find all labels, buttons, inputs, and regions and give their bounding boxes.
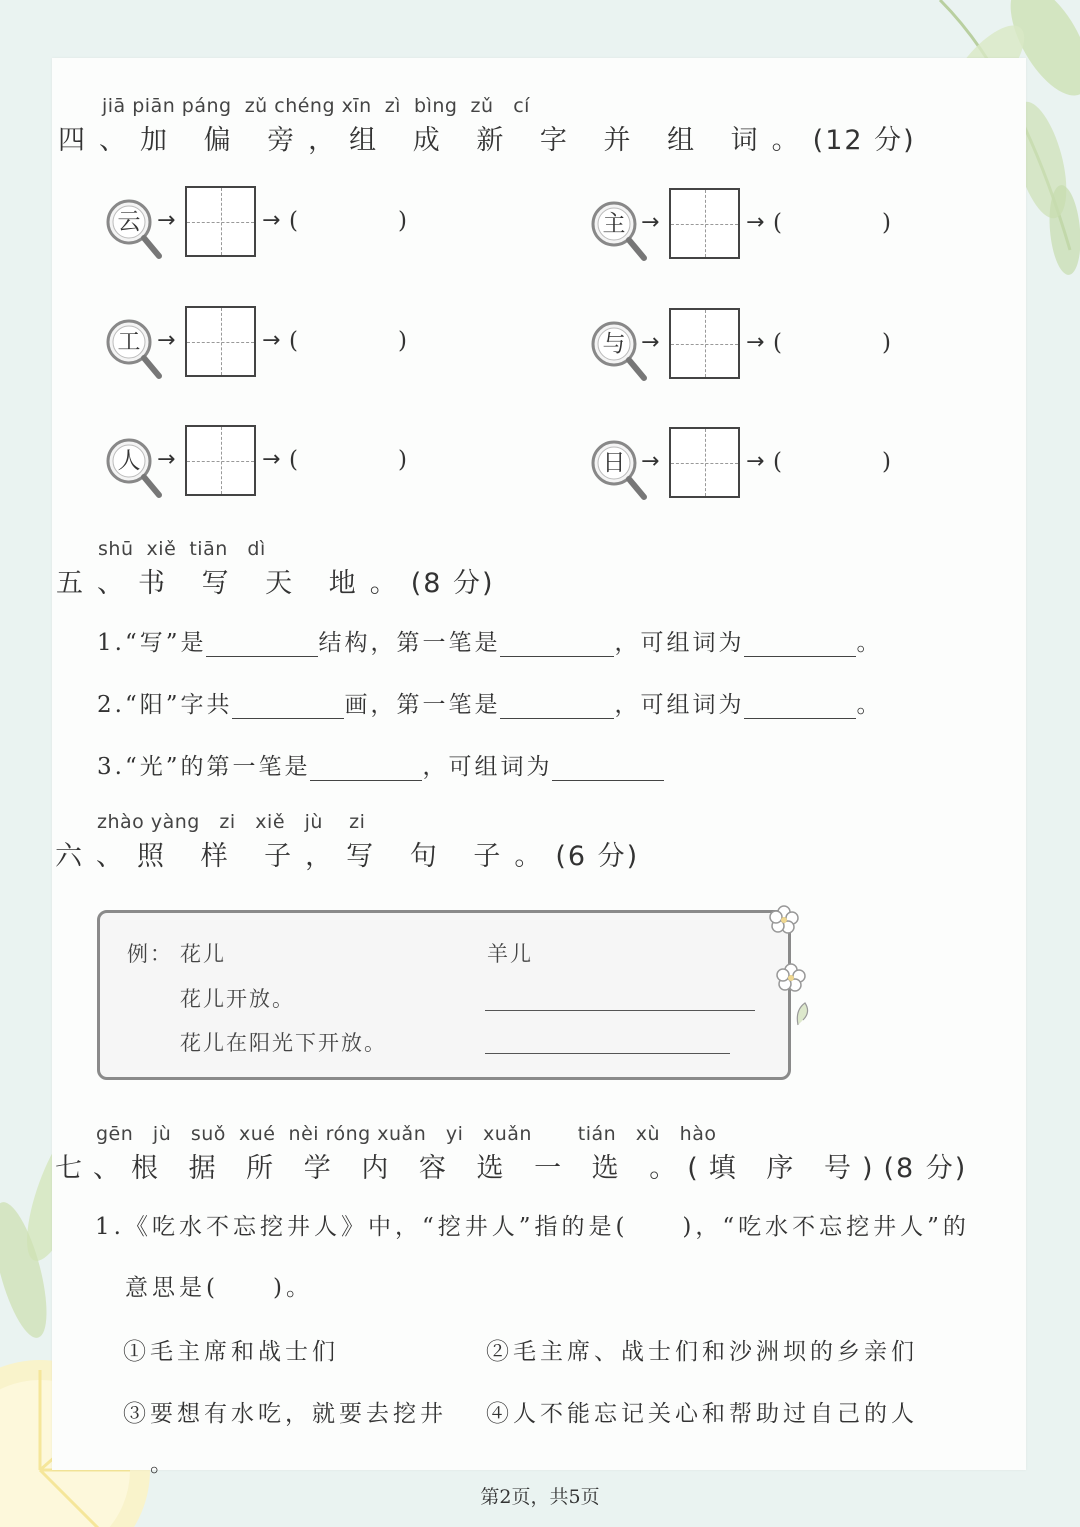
section6-score: (6 分)	[555, 841, 640, 872]
q1-part-c: ，可组词为	[614, 630, 745, 656]
paren-close: )	[882, 210, 891, 236]
section6-title: 六、照 样 子，写 句 子。	[55, 841, 556, 872]
target-word: 羊儿	[487, 942, 533, 966]
example-sentence-2: 花儿在阳光下开放。	[180, 1031, 387, 1055]
paren-close: )	[882, 449, 891, 475]
section7-q1-line1: 1.《吃水不忘挖井人》中，“挖井人”指的是( )，“吃水不忘挖井人”的	[95, 1214, 970, 1240]
arrow: →	[262, 447, 281, 472]
arrow: →	[157, 208, 176, 233]
arrow: →	[641, 330, 660, 355]
section5-question-3	[97, 748, 664, 781]
section4-heading	[58, 118, 916, 157]
answer-blank[interactable]	[500, 628, 614, 657]
q2-part-d: 。	[856, 692, 883, 718]
q1-part-b: 结构，第一笔是	[318, 630, 501, 656]
section6-heading	[55, 834, 639, 873]
example-sentence-1: 花儿开放。	[180, 987, 295, 1011]
answer-blank[interactable]	[744, 628, 856, 657]
paren-close: )	[398, 208, 407, 234]
q1-part-d: 。	[856, 630, 883, 656]
paren-open: (	[773, 330, 782, 356]
arrow: →	[746, 330, 765, 355]
arrow: →	[262, 208, 281, 233]
answer-blank[interactable]	[552, 752, 664, 781]
trailing-mark: 。	[150, 1451, 177, 1477]
section5-heading	[56, 561, 495, 600]
answer-blank[interactable]	[310, 752, 422, 781]
tianzi-box[interactable]	[669, 427, 740, 498]
magnifier-char: 日	[602, 450, 626, 476]
tianzi-box[interactable]	[669, 308, 740, 379]
section4-score: (12 分)	[812, 125, 916, 156]
section5-question-1	[97, 624, 882, 657]
tianzi-box[interactable]	[185, 306, 256, 377]
option-4: ④人不能忘记关心和帮助过自己的人	[486, 1401, 918, 1427]
answer-line-2[interactable]	[485, 1053, 730, 1054]
flower-decoration	[765, 900, 821, 1030]
magnifier-char: 云	[117, 209, 141, 235]
paren-open: (	[289, 208, 298, 234]
answer-blank[interactable]	[500, 690, 614, 719]
answer-line-1[interactable]	[485, 1010, 755, 1011]
section5-title: 五、书 写 天 地。	[56, 568, 411, 599]
paren-open: (	[773, 210, 782, 236]
example-label: 例：	[127, 942, 173, 966]
option-1: ①毛主席和战士们	[123, 1339, 339, 1365]
arrow: →	[157, 447, 176, 472]
magnifier-char: 主	[602, 211, 626, 237]
q3-part-a: 3.“光”的第一笔是	[97, 754, 311, 780]
paren-open: (	[289, 328, 298, 354]
section7-q1-line2: 意思是( )。	[125, 1275, 313, 1301]
option-3: ③要想有水吃，就要去挖井	[123, 1401, 447, 1427]
arrow: →	[641, 210, 660, 235]
page-footer: 第2页，共5页	[480, 1486, 600, 1508]
q1-part-a: 1.“写”是	[97, 630, 207, 656]
paren-open: (	[773, 449, 782, 475]
paren-close: )	[398, 328, 407, 354]
section5-pinyin: shū xiě tiān dì	[98, 538, 266, 560]
answer-blank[interactable]	[206, 628, 318, 657]
section7-pinyin: gēn jù suǒ xué nèi róng xuǎn yi xuǎn tián xù hào	[96, 1123, 717, 1145]
section7-title: 七、根 据 所 学 内 容 选 一 选 。(填 序 号)	[55, 1153, 884, 1184]
arrow: →	[641, 449, 660, 474]
arrow: →	[262, 328, 281, 353]
paren-open: (	[289, 447, 298, 473]
section4-title: 四、加 偏 旁，组 成 新 字 并 组 词。	[58, 125, 813, 156]
section5-score: (8 分)	[410, 568, 495, 599]
q2-part-a: 2.“阳”字共	[97, 692, 233, 718]
example-word: 花儿	[180, 942, 226, 966]
answer-blank[interactable]	[744, 690, 856, 719]
magnifier-char: 与	[602, 331, 626, 357]
section4-pinyin: jiā piān páng zǔ chéng xīn zì bìng zǔ cí	[102, 95, 530, 117]
q3-part-b: ，可组词为	[422, 754, 553, 780]
q2-part-b: 画，第一笔是	[344, 692, 501, 718]
q2-part-c: ，可组词为	[614, 692, 745, 718]
answer-blank[interactable]	[232, 690, 344, 719]
option-2: ②毛主席、战士们和沙洲坝的乡亲们	[486, 1339, 918, 1365]
tianzi-box[interactable]	[185, 186, 256, 257]
paren-close: )	[398, 447, 407, 473]
section7-score: (8 分)	[883, 1153, 968, 1184]
tianzi-box[interactable]	[185, 425, 256, 496]
arrow: →	[157, 328, 176, 353]
section6-pinyin: zhào yàng zi xiě jù zi	[97, 811, 366, 833]
arrow: →	[746, 449, 765, 474]
tianzi-box[interactable]	[669, 188, 740, 259]
section5-question-2	[97, 686, 882, 719]
section7-heading	[55, 1146, 967, 1185]
paren-close: )	[882, 330, 891, 356]
magnifier-char: 人	[117, 448, 141, 474]
magnifier-char: 工	[117, 329, 141, 355]
arrow: →	[746, 210, 765, 235]
